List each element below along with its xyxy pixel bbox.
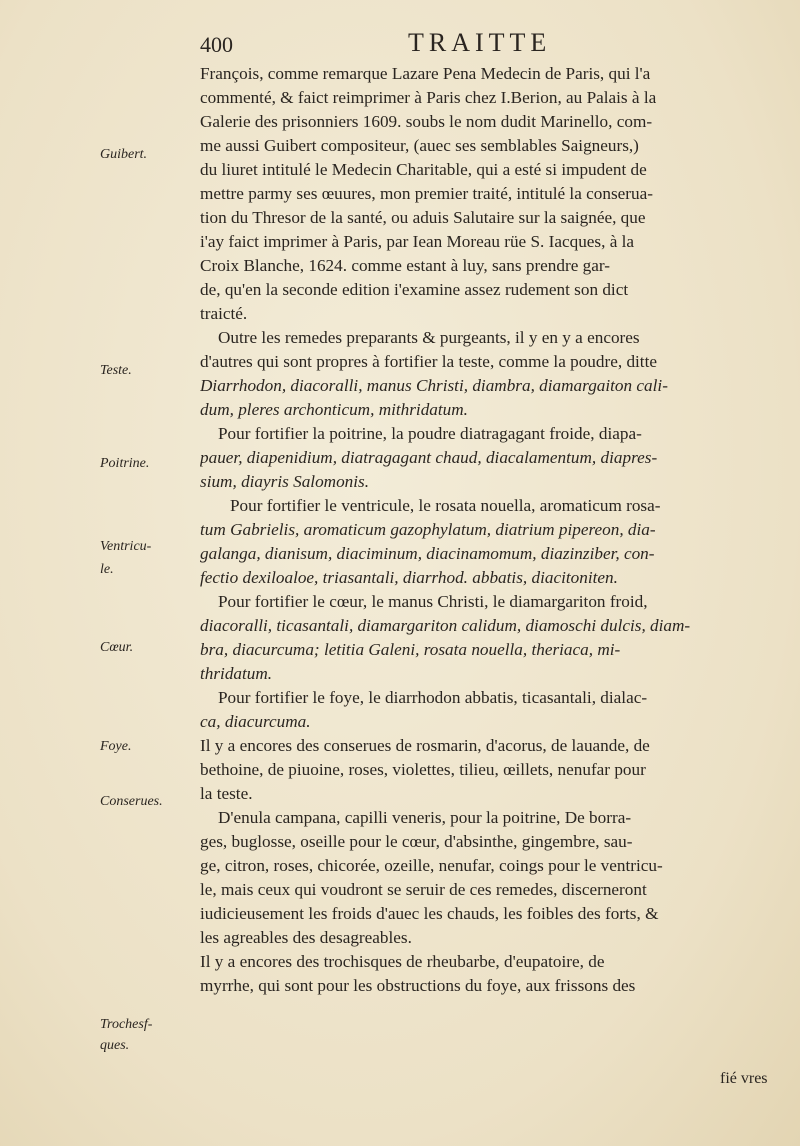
margin-note-conserues: Conserues. [100,794,163,809]
text-line: myrrhe, qui sont pour les obstructions du foye, aux frissons des [200,976,636,995]
margin-note-trochisques-cont: ques. [100,1038,130,1053]
text-line: d'autres qui sont propres à fortifier la teste, comme la poudre, ditte [200,352,657,371]
text-line: François, comme remarque Lazare Pena Medecin de Paris, qui l'a [200,64,651,83]
text-line: diacoralli, ticasantali, diamargariton calidum, diamoschi dulcis, diam- [200,616,691,635]
text-line: Croix Blanche, 1624. comme estant à luy, sans prendre gar- [200,256,610,275]
text-line: ge, citron, roses, chicorée, ozeille, nenufar, coings pour le ventricu- [200,856,663,875]
text-line: Galerie des prisonniers 1609. soubs le nom dudit Marinello, com- [200,112,653,131]
text-line: du liuret intitulé le Medecin Charitable, qui a esté si impudent de [200,160,647,179]
text-line: la teste. [200,784,253,803]
text-line: ca, diacurcuma. [200,712,311,731]
text-line: me aussi Guibert compositeur, (auec ses semblables Saigneurs,) [200,136,639,155]
catchword: fié vres [720,1070,768,1087]
text-line: Il y a encores des conserues de rosmarin, d'acorus, de lauande, de [200,736,650,755]
page-number: 400 [200,32,233,57]
text-line: Diarrhodon, diacoralli, manus Christi, diambra, diamargaiton cali- [200,376,668,395]
text-line: fectio dexiloaloe, triasantali, diarrhod. abbatis, diacitoniten. [200,568,618,587]
text-line: dum, pleres archonticum, mithridatum. [200,400,468,419]
text-line: D'enula campana, capilli veneris, pour la poitrine, De borra- [218,808,632,827]
text-line: bethoine, de piuoine, roses, violettes, tilieu, œillets, nenufar pour [200,760,646,779]
text-line: tum Gabrielis, aromaticum gazophylatum, diatrium pipereon, dia- [200,520,656,539]
text-line: traicté. [200,304,248,323]
text-line: bra, diacurcuma; letitia Galeni, rosata nouella, theriaca, mi- [200,640,621,659]
text-line: Il y a encores des trochisques de rheubarbe, d'eupatoire, de [200,952,605,971]
margin-note-teste: Teste. [100,363,132,378]
margin-note-foye: Foye. [100,739,132,754]
text-line: commenté, & faict reimprimer à Paris chez I.Berion, au Palais à la [200,88,657,107]
text-line: pauer, diapenidium, diatragagant chaud, diacalamentum, diapres- [200,448,658,467]
text-line: galanga, dianisum, diaciminum, diacinamomum, diazinziber, con- [200,544,655,563]
text-line: Pour fortifier le foye, le diarrhodon abbatis, ticasantali, dialac- [218,688,648,707]
text-line: le, mais ceux qui voudront se seruir de ces remedes, discerneront [200,880,647,899]
margin-note-poitrine: Poitrine. [100,456,150,471]
text-line: Outre les remedes preparants & purgeants, il y en y a encores [218,328,640,347]
page-header [0,28,800,62]
text-line: les agreables des desagreables. [200,928,412,947]
margin-note-ventricule: Ventricu- [100,539,152,554]
text-line: Pour fortifier le cœur, le manus Christi, le diamargariton froid, [218,592,648,611]
text-line: de, qu'en la seconde edition i'examine assez rudement son dict [200,280,629,299]
text-line: iudicieusement les froids d'auec les chauds, les foibles des forts, & [200,904,659,923]
margin-note-ventricule-cont: le. [100,562,114,577]
margin-note-coeur: Cœur. [100,640,134,655]
text-line: sium, diayris Salomonis. [200,472,370,491]
text-line: i'ay faict imprimer à Paris, par Iean Moreau rüe S. Iacques, à la [200,232,635,251]
text-line: Pour fortifier le ventricule, le rosata nouella, aromaticum rosa- [230,496,661,515]
margin-note-guibert: Guibert. [100,147,148,162]
text-line: Pour fortifier la poitrine, la poudre diatragagant froide, diapa- [218,424,642,443]
text-line: tion du Thresor de la santé, ou aduis Salutaire sur la saignée, que [200,208,646,227]
running-head: TRAITTE [408,28,552,57]
text-line: mettre parmy ses œuures, mon premier traité, intitulé la conserua- [200,184,653,203]
margin-note-trochisques: Trochesf- [100,1017,153,1032]
text-line: ges, buglosse, oseille pour le cœur, d'absinthe, gingembre, sau- [200,832,633,851]
text-line: thridatum. [200,664,273,683]
